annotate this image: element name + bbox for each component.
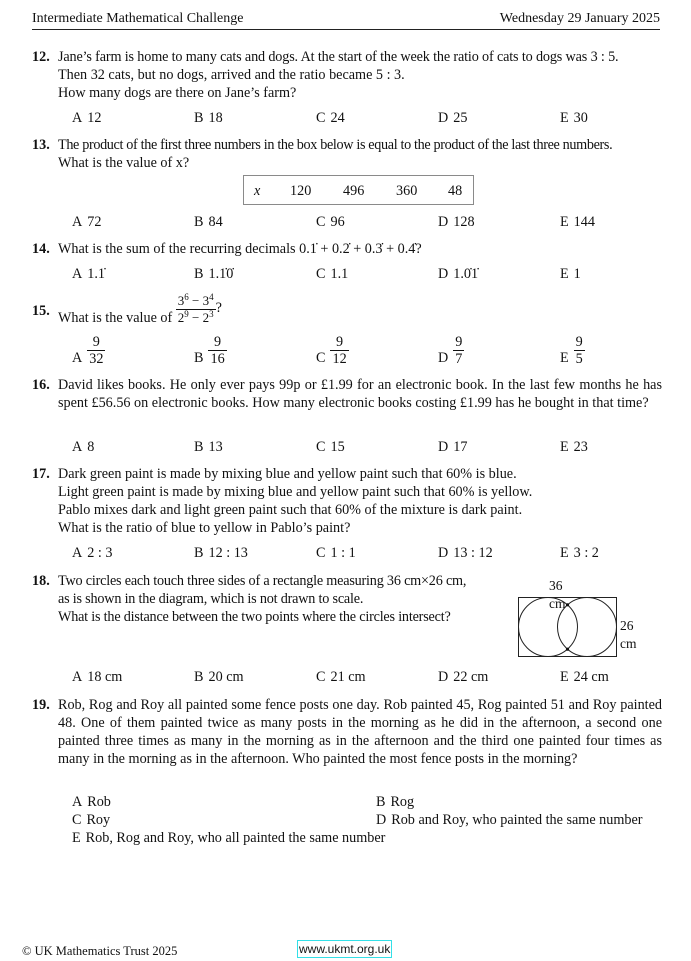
question-line: What is the sum of the recurring decimals [58, 241, 300, 257]
option-letter: C [316, 214, 326, 230]
option-value: 128 [453, 214, 475, 230]
question-line: The product of the first three numbers in the box below is equal to the product of the last three numbers. [58, 137, 613, 153]
option-value: 24 cm [573, 669, 609, 685]
box-value-x: x [254, 183, 261, 199]
answer-options-14 [72, 265, 632, 283]
option-a[interactable] [72, 438, 94, 456]
option-value: 3 : 2 [573, 545, 599, 561]
option-value: 12 : 13 [208, 545, 248, 561]
fraction-denominator: 32 [89, 351, 104, 367]
question-text [58, 465, 662, 537]
option-letter: B [376, 794, 386, 810]
option-b[interactable] [194, 109, 223, 127]
option-e[interactable] [560, 438, 588, 456]
option-letter: A [72, 439, 83, 455]
option-letter: A [72, 266, 83, 282]
question-text [58, 572, 502, 626]
ukmt-website-link[interactable]: www.ukmt.org.uk [299, 942, 391, 956]
recurring-expression: 0.1̇ + 0.2̇ + 0.3̇ + 0.4̇? [299, 241, 422, 257]
option-value: 22 cm [453, 669, 489, 685]
option-value: 12 [87, 110, 102, 126]
option-value: 144 [573, 214, 595, 230]
fraction-numerator: 9 [92, 334, 100, 350]
option-value: Rob [87, 794, 111, 810]
question-number: 18. [32, 573, 50, 589]
question-text [58, 240, 662, 258]
option-letter: D [438, 545, 449, 561]
fraction-denominator: 7 [455, 351, 463, 367]
option-e[interactable] [560, 334, 585, 367]
option-letter: A [72, 110, 83, 126]
option-letter: D [376, 812, 387, 828]
fraction-numerator: 9 [575, 334, 583, 350]
option-value: 8 [87, 439, 95, 455]
header-title: Intermediate Mathematical Challenge [32, 11, 244, 26]
option-a[interactable] [72, 213, 101, 231]
option-value: 30 [573, 110, 588, 126]
question-paragraph: David likes books. He only ever pays 99p or £1.99 for an electronic book. In the last few months he has spent £56.56 on electronic books. How many electronic books costing £1.99 has he bought in that time? [58, 377, 662, 411]
option-letter: C [72, 812, 82, 828]
question-number: 16. [32, 377, 50, 393]
question-12 [32, 48, 662, 102]
question-line: Jane’s farm is home to many cats and dogs. At the start of the week the ratio of cats to dogs was 3 : 5. [58, 49, 619, 65]
option-value: 20 cm [208, 669, 244, 685]
option-value: 17 [453, 439, 468, 455]
circles-in-rectangle-figure [516, 595, 620, 679]
fraction-denominator: 12 [332, 351, 347, 367]
option-d[interactable] [438, 544, 493, 562]
question-19 [32, 696, 662, 768]
answer-options-15 [72, 334, 632, 368]
option-value: 72 [87, 214, 102, 230]
option-letter: D [438, 669, 449, 685]
option-d[interactable] [438, 334, 464, 367]
option-b[interactable] [194, 213, 223, 231]
copyright-notice: © UK Mathematics Trust 2025 [22, 944, 178, 958]
option-fraction [453, 334, 464, 367]
option-value: 2 : 3 [87, 545, 113, 561]
option-e[interactable] [560, 109, 588, 127]
diagram-height-label: 26 cm [620, 618, 637, 651]
question-17 [32, 465, 662, 537]
option-value: 25 [453, 110, 468, 126]
option-value: 1.0̇1̇ [453, 266, 479, 282]
question-line: What is the ratio of blue to yellow in Pablo’s paint? [58, 520, 351, 536]
fraction-denominator: $2^9 - 2^3$ [177, 309, 214, 325]
question-line: Pablo mixes dark and light green paint such that 60% of the mixture is dark paint. [58, 502, 523, 518]
option-b[interactable] [194, 544, 248, 562]
option-value: 18 cm [87, 669, 123, 685]
option-letter: C [316, 669, 326, 685]
question-text [58, 48, 662, 102]
answer-options-17 [72, 544, 632, 562]
option-letter: A [72, 349, 83, 366]
option-value: 84 [208, 214, 223, 230]
option-a[interactable] [72, 334, 105, 367]
option-value: 13 [208, 439, 223, 455]
option-c[interactable] [316, 213, 345, 231]
option-b[interactable] [194, 668, 244, 686]
option-letter: D [438, 266, 449, 282]
option-c[interactable] [316, 265, 348, 283]
option-letter: E [560, 266, 569, 282]
option-b[interactable] [194, 265, 233, 283]
option-b[interactable] [194, 438, 223, 456]
fraction-denominator: 16 [210, 351, 225, 367]
question-fraction [176, 293, 216, 326]
option-fraction [330, 334, 348, 367]
option-value: 15 [330, 439, 345, 455]
answer-options-18 [72, 668, 632, 686]
option-a[interactable] [72, 793, 111, 811]
option-a[interactable] [72, 544, 112, 562]
answer-options-16 [72, 438, 632, 456]
option-d[interactable] [438, 438, 467, 456]
option-letter: E [560, 214, 569, 230]
option-d[interactable] [438, 109, 467, 127]
option-letter: B [194, 439, 204, 455]
option-letter: D [438, 110, 449, 126]
question-text [58, 376, 662, 412]
option-c[interactable] [316, 438, 345, 456]
option-value: 21 cm [330, 669, 366, 685]
option-value: 1.1̇ [87, 266, 105, 282]
header-date: Wednesday 29 January 2025 [499, 11, 660, 26]
option-d[interactable] [438, 668, 488, 686]
number-box [243, 175, 474, 205]
option-letter: A [72, 669, 83, 685]
option-value: 18 [208, 110, 223, 126]
option-letter: B [194, 669, 204, 685]
option-c[interactable] [316, 668, 366, 686]
option-e[interactable] [560, 265, 581, 283]
option-e[interactable] [560, 668, 609, 686]
question-line: What is the distance between the two points where the circles intersect? [58, 609, 451, 625]
question-line: Dark green paint is made by mixing blue and yellow paint such that 60% is blue. [58, 466, 517, 482]
option-fraction [87, 334, 105, 367]
fraction-denominator: 5 [575, 351, 583, 367]
answer-options-13 [72, 213, 632, 231]
option-value: Rog [390, 794, 415, 810]
option-d[interactable] [376, 811, 643, 829]
question-mark: ? [215, 299, 222, 316]
option-letter: A [72, 214, 83, 230]
question-number: 12. [32, 49, 50, 65]
option-value: 1 [573, 266, 581, 282]
option-letter: B [194, 349, 204, 366]
option-fraction [574, 334, 585, 367]
option-c[interactable] [72, 811, 110, 829]
box-value: 360 [396, 183, 418, 199]
option-a[interactable] [72, 668, 122, 686]
option-letter: B [194, 266, 204, 282]
question-16 [32, 376, 662, 412]
option-letter: B [194, 214, 204, 230]
option-letter: C [316, 110, 326, 126]
option-value: 24 [330, 110, 345, 126]
fraction-numerator: 9 [214, 334, 222, 350]
question-number: 14. [32, 241, 50, 257]
fraction-numerator: 9 [336, 334, 344, 350]
question-text [58, 136, 662, 172]
option-d[interactable] [438, 213, 475, 231]
option-letter: C [316, 266, 326, 282]
box-value: 496 [343, 183, 365, 199]
option-c[interactable] [316, 544, 356, 562]
option-value: 1 : 1 [330, 545, 356, 561]
option-letter: C [316, 439, 326, 455]
question-number: 15. [32, 303, 50, 319]
option-fraction [208, 334, 226, 367]
option-letter: E [560, 545, 569, 561]
fraction-numerator: $3^6 - 3^4$ [177, 292, 214, 308]
question-number: 19. [32, 697, 50, 713]
option-value: 1.1̇0̇ [208, 266, 234, 282]
option-e[interactable] [72, 829, 385, 847]
option-a[interactable] [72, 109, 101, 127]
option-value: 23 [573, 439, 588, 455]
question-line: Then 32 cats, but no dogs, arrived and the ratio became 5 : 3. [58, 67, 405, 83]
answer-options-12 [72, 109, 632, 127]
option-e[interactable] [560, 544, 599, 562]
question-number: 17. [32, 466, 50, 482]
question-text [58, 293, 662, 329]
question-14 [32, 240, 662, 258]
option-letter: C [316, 545, 326, 561]
option-letter: D [438, 349, 449, 366]
option-letter: C [316, 349, 326, 366]
page-header [32, 9, 660, 30]
question-text [58, 696, 662, 768]
question-line: What is the value of [58, 309, 173, 326]
option-letter: A [72, 794, 83, 810]
question-line: Light green paint is made by mixing blue and yellow paint such that 60% is yellow. [58, 484, 533, 500]
question-13 [32, 136, 662, 172]
question-number: 13. [32, 137, 50, 153]
option-letter: D [438, 214, 449, 230]
answer-options-19 [72, 793, 643, 847]
option-a[interactable] [72, 265, 105, 283]
question-18 [32, 572, 502, 626]
option-letter: E [560, 439, 569, 455]
box-value: 120 [290, 183, 312, 199]
option-letter: D [438, 439, 449, 455]
option-letter: B [194, 110, 204, 126]
option-value: Rob, Rog and Roy, who all painted the same number [85, 830, 386, 846]
box-value: 48 [448, 183, 463, 199]
option-value: 1.1 [330, 266, 349, 282]
option-letter: E [560, 110, 569, 126]
option-letter: B [194, 545, 204, 561]
option-letter: A [72, 545, 83, 561]
question-line: What is the value of x? [58, 155, 190, 171]
question-paragraph: Rob, Rog and Roy all painted some fence posts one day. Rob painted 45, Rog painted 51 and Roy painted 48. One of them painted twice as many posts in the morning as he did in the afternoon, a second one painted three times as many in the morning as in the afternoon and the third one painted four times as many in the morning as in the afternoon. Who painted the most fence posts in the morning? [58, 697, 662, 767]
option-value: 13 : 12 [453, 545, 493, 561]
question-line: Two circles each touch three sides of a rectangle measuring 36 cm×26 cm, [58, 573, 467, 589]
fraction-numerator: 9 [455, 334, 463, 350]
option-value: Roy [86, 812, 111, 828]
option-b[interactable] [194, 334, 227, 367]
option-value: 96 [330, 214, 345, 230]
option-letter: E [72, 830, 81, 846]
option-value: Rob and Roy, who painted the same number [391, 812, 643, 828]
question-15 [32, 293, 662, 329]
diagram-width-label: 36 cm [549, 578, 566, 611]
option-c[interactable] [316, 334, 349, 367]
option-c[interactable] [316, 109, 345, 127]
option-e[interactable] [560, 213, 595, 231]
option-d[interactable] [438, 265, 478, 283]
option-b[interactable] [376, 793, 414, 811]
option-letter: E [560, 669, 569, 685]
question-line: as is shown in the diagram, which is not drawn to scale. [58, 591, 364, 607]
question-line: How many dogs are there on Jane’s farm? [58, 85, 297, 101]
option-letter: E [560, 349, 569, 366]
